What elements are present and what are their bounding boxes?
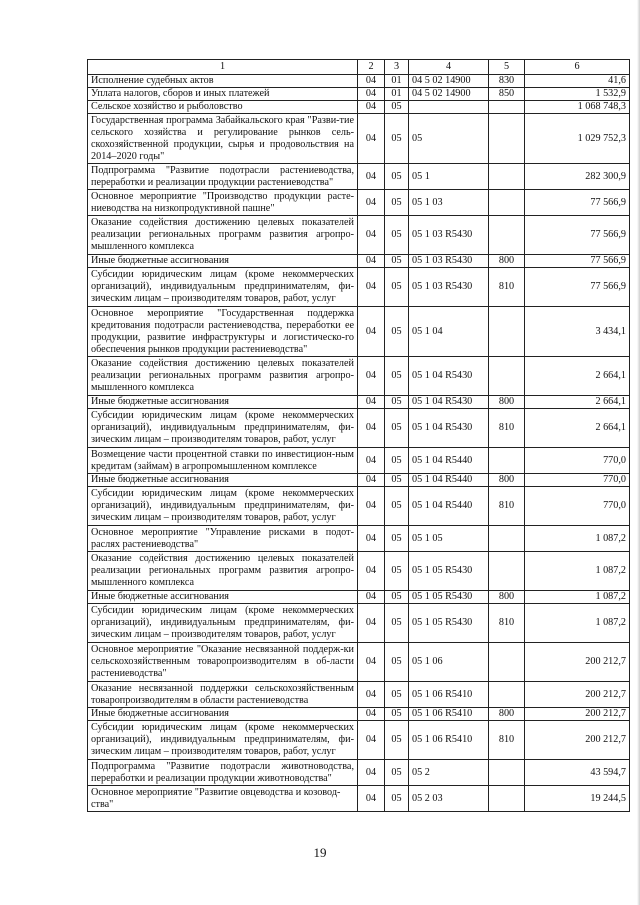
row-amount-cell: 41,6 <box>525 75 630 88</box>
row-section-cell: 04 <box>358 591 385 604</box>
row-expense-type-cell: 810 <box>489 409 525 448</box>
row-amount-cell: 77 566,9 <box>525 255 630 268</box>
row-amount-cell: 1 087,2 <box>525 552 630 591</box>
row-name-cell: Уплата налогов, сборов и иных платежей <box>88 88 358 101</box>
row-target-article-cell: 05 1 06 <box>409 643 489 682</box>
row-subsection-cell: 05 <box>385 268 409 307</box>
table-row <box>88 721 630 760</box>
table-row <box>88 760 630 786</box>
table-row <box>88 164 630 190</box>
row-amount-cell: 200 212,7 <box>525 721 630 760</box>
row-expense-type-cell: 810 <box>489 721 525 760</box>
row-name-cell: Субсидии юридическим лицам (кроме некоммерческих организаций), индивидуальным предпринимателям, фи-зическим лицам – производителям товаров, работ, услуг <box>88 268 358 307</box>
row-target-article-cell: 05 1 05 <box>409 526 489 552</box>
table-row <box>88 396 630 409</box>
row-amount-cell: 43 594,7 <box>525 760 630 786</box>
table-row <box>88 255 630 268</box>
row-section-cell: 04 <box>358 760 385 786</box>
row-section-cell: 04 <box>358 409 385 448</box>
row-subsection-cell: 05 <box>385 591 409 604</box>
row-name-cell: Субсидии юридическим лицам (кроме некоммерческих организаций), индивидуальным предпринимателям, фи-зическим лицам – производителям товаров, работ, услуг <box>88 409 358 448</box>
row-target-article-cell <box>409 101 489 114</box>
row-expense-type-cell <box>489 101 525 114</box>
row-name-cell: Субсидии юридическим лицам (кроме некоммерческих организаций), индивидуальным предпринимателям, фи-зическим лицам – производителям товаров, работ, услуг <box>88 487 358 526</box>
row-name-cell: Оказание содействия достижению целевых показателей реализации региональных программ развития агропро-мышленного комплекса <box>88 552 358 591</box>
header-cell-3: 3 <box>385 60 409 75</box>
row-section-cell: 04 <box>358 190 385 216</box>
row-amount-cell: 77 566,9 <box>525 268 630 307</box>
row-amount-cell: 1 532,9 <box>525 88 630 101</box>
row-expense-type-cell: 810 <box>489 604 525 643</box>
row-target-article-cell: 05 2 <box>409 760 489 786</box>
row-target-article-cell: 05 1 05 R5430 <box>409 604 489 643</box>
row-section-cell: 04 <box>358 786 385 812</box>
table-row <box>88 708 630 721</box>
row-expense-type-cell: 810 <box>489 487 525 526</box>
row-target-article-cell: 04 5 02 14900 <box>409 88 489 101</box>
row-expense-type-cell: 850 <box>489 88 525 101</box>
row-subsection-cell: 05 <box>385 448 409 474</box>
row-name-cell: Иные бюджетные ассигнования <box>88 396 358 409</box>
row-expense-type-cell <box>489 526 525 552</box>
row-amount-cell: 1 029 752,3 <box>525 114 630 164</box>
row-name-cell: Иные бюджетные ассигнования <box>88 255 358 268</box>
row-amount-cell: 770,0 <box>525 474 630 487</box>
row-name-cell: Основное мероприятие "Производство продукции расте-ниеводства на низкопродуктивной пашне" <box>88 190 358 216</box>
table-row <box>88 682 630 708</box>
row-subsection-cell: 05 <box>385 357 409 396</box>
row-section-cell: 04 <box>358 357 385 396</box>
row-target-article-cell: 05 1 06 R5410 <box>409 708 489 721</box>
row-target-article-cell: 05 1 06 R5410 <box>409 682 489 708</box>
row-amount-cell: 1 087,2 <box>525 604 630 643</box>
row-expense-type-cell: 800 <box>489 474 525 487</box>
row-target-article-cell: 05 1 03 <box>409 190 489 216</box>
row-name-cell: Сельское хозяйство и рыболовство <box>88 101 358 114</box>
table-row <box>88 216 630 255</box>
row-target-article-cell: 05 1 04 R5430 <box>409 396 489 409</box>
row-amount-cell: 3 434,1 <box>525 307 630 357</box>
page-number: 19 <box>313 845 327 860</box>
table-row <box>88 88 630 101</box>
row-section-cell: 04 <box>358 164 385 190</box>
budget-table <box>87 59 630 812</box>
row-subsection-cell: 05 <box>385 255 409 268</box>
row-target-article-cell: 05 1 04 R5440 <box>409 487 489 526</box>
row-name-cell: Иные бюджетные ассигнования <box>88 474 358 487</box>
row-name-cell: Подпрограмма "Развитие подотрасли животноводства, переработки и реализации продукции животноводства" <box>88 760 358 786</box>
row-section-cell: 04 <box>358 487 385 526</box>
row-subsection-cell: 05 <box>385 216 409 255</box>
row-section-cell: 04 <box>358 552 385 591</box>
header-cell-6: 6 <box>525 60 630 75</box>
row-expense-type-cell: 810 <box>489 268 525 307</box>
row-expense-type-cell <box>489 114 525 164</box>
row-amount-cell: 1 087,2 <box>525 526 630 552</box>
row-section-cell: 04 <box>358 708 385 721</box>
table-row <box>88 268 630 307</box>
row-target-article-cell: 05 1 06 R5410 <box>409 721 489 760</box>
header-cell-5: 5 <box>489 60 525 75</box>
row-expense-type-cell: 800 <box>489 591 525 604</box>
row-expense-type-cell <box>489 448 525 474</box>
row-section-cell: 04 <box>358 114 385 164</box>
row-target-article-cell: 05 1 04 <box>409 307 489 357</box>
row-section-cell: 04 <box>358 448 385 474</box>
row-subsection-cell: 05 <box>385 101 409 114</box>
row-name-cell: Государственная программа Забайкальского края "Разви-тие сельского хозяйства и регулирование рынков сель-скохозяйственной продукции, сырья и продовольствия на 2014–2020 годы" <box>88 114 358 164</box>
row-subsection-cell: 05 <box>385 708 409 721</box>
row-name-cell: Основное мероприятие "Государственная поддержка кредитования подотрасли растениеводства, переработки ее продукции, развитие инфраструктуры и логистическо-го обеспечения рынков продукции растениеводства" <box>88 307 358 357</box>
row-target-article-cell: 05 1 03 R5430 <box>409 216 489 255</box>
row-subsection-cell: 05 <box>385 721 409 760</box>
table-row <box>88 101 630 114</box>
row-expense-type-cell <box>489 643 525 682</box>
table-row <box>88 487 630 526</box>
table-row <box>88 474 630 487</box>
row-subsection-cell: 05 <box>385 396 409 409</box>
row-target-article-cell: 04 5 02 14900 <box>409 75 489 88</box>
row-subsection-cell: 05 <box>385 786 409 812</box>
row-expense-type-cell <box>489 190 525 216</box>
row-target-article-cell: 05 1 04 R5440 <box>409 474 489 487</box>
row-subsection-cell: 05 <box>385 409 409 448</box>
row-name-cell: Возмещение части процентной ставки по инвестицион-ным кредитам (займам) в агропромышленном комплексе <box>88 448 358 474</box>
row-subsection-cell: 01 <box>385 75 409 88</box>
table-row <box>88 786 630 812</box>
row-target-article-cell: 05 1 <box>409 164 489 190</box>
row-expense-type-cell: 830 <box>489 75 525 88</box>
table-row <box>88 409 630 448</box>
row-expense-type-cell: 800 <box>489 255 525 268</box>
row-name-cell: Исполнение судебных актов <box>88 75 358 88</box>
row-name-cell: Основное мероприятие "Оказание несвязанной поддерж-ки сельскохозяйственным товаропроизводителям в об-ласти растениеводства" <box>88 643 358 682</box>
row-subsection-cell: 05 <box>385 114 409 164</box>
row-section-cell: 04 <box>358 721 385 760</box>
row-target-article-cell: 05 <box>409 114 489 164</box>
row-expense-type-cell <box>489 307 525 357</box>
row-expense-type-cell <box>489 164 525 190</box>
row-target-article-cell: 05 1 04 R5440 <box>409 448 489 474</box>
row-section-cell: 04 <box>358 307 385 357</box>
row-name-cell: Подпрограмма "Развитие подотрасли растениеводства, переработки и реализации продукции растениеводства" <box>88 164 358 190</box>
row-name-cell: Основное мероприятие "Управление рисками в подот-раслях растениеводства" <box>88 526 358 552</box>
row-amount-cell: 19 244,5 <box>525 786 630 812</box>
row-section-cell: 04 <box>358 526 385 552</box>
row-subsection-cell: 05 <box>385 604 409 643</box>
row-section-cell: 04 <box>358 255 385 268</box>
row-subsection-cell: 05 <box>385 487 409 526</box>
row-name-cell: Иные бюджетные ассигнования <box>88 708 358 721</box>
row-amount-cell: 200 212,7 <box>525 643 630 682</box>
table-row <box>88 114 630 164</box>
row-amount-cell: 2 664,1 <box>525 357 630 396</box>
row-amount-cell: 1 068 748,3 <box>525 101 630 114</box>
table-row <box>88 190 630 216</box>
row-subsection-cell: 05 <box>385 682 409 708</box>
table-row <box>88 526 630 552</box>
row-expense-type-cell <box>489 216 525 255</box>
row-expense-type-cell <box>489 552 525 591</box>
row-amount-cell: 770,0 <box>525 487 630 526</box>
row-section-cell: 04 <box>358 682 385 708</box>
header-cell-4: 4 <box>409 60 489 75</box>
row-name-cell: Оказание содействия достижению целевых показателей реализации региональных программ развития агропро-мышленного комплекса <box>88 357 358 396</box>
row-target-article-cell: 05 2 03 <box>409 786 489 812</box>
row-expense-type-cell <box>489 682 525 708</box>
row-target-article-cell: 05 1 04 R5430 <box>409 357 489 396</box>
row-name-cell: Субсидии юридическим лицам (кроме некоммерческих организаций), индивидуальным предпринимателям, фи-зическим лицам – производителям товаров, работ, услуг <box>88 604 358 643</box>
table-row <box>88 75 630 88</box>
row-amount-cell: 200 212,7 <box>525 708 630 721</box>
header-row <box>88 60 630 75</box>
row-expense-type-cell: 800 <box>489 708 525 721</box>
row-subsection-cell: 05 <box>385 164 409 190</box>
row-subsection-cell: 05 <box>385 643 409 682</box>
row-subsection-cell: 05 <box>385 307 409 357</box>
table-row <box>88 357 630 396</box>
row-expense-type-cell: 800 <box>489 396 525 409</box>
row-amount-cell: 2 664,1 <box>525 409 630 448</box>
row-section-cell: 04 <box>358 216 385 255</box>
row-amount-cell: 770,0 <box>525 448 630 474</box>
table-body <box>88 60 630 812</box>
row-section-cell: 04 <box>358 604 385 643</box>
row-subsection-cell: 01 <box>385 88 409 101</box>
row-subsection-cell: 05 <box>385 526 409 552</box>
header-cell-2: 2 <box>358 60 385 75</box>
row-section-cell: 04 <box>358 75 385 88</box>
row-section-cell: 04 <box>358 474 385 487</box>
row-amount-cell: 200 212,7 <box>525 682 630 708</box>
row-section-cell: 04 <box>358 396 385 409</box>
row-target-article-cell: 05 1 05 R5430 <box>409 591 489 604</box>
row-target-article-cell: 05 1 04 R5430 <box>409 409 489 448</box>
row-subsection-cell: 05 <box>385 760 409 786</box>
row-target-article-cell: 05 1 03 R5430 <box>409 255 489 268</box>
row-name-cell: Иные бюджетные ассигнования <box>88 591 358 604</box>
row-expense-type-cell <box>489 786 525 812</box>
row-target-article-cell: 05 1 03 R5430 <box>409 268 489 307</box>
row-name-cell: Оказание несвязанной поддержки сельскохозяйственным товаропроизводителям в области растениеводства <box>88 682 358 708</box>
row-expense-type-cell <box>489 760 525 786</box>
table-row <box>88 448 630 474</box>
row-section-cell: 04 <box>358 101 385 114</box>
row-amount-cell: 77 566,9 <box>525 190 630 216</box>
row-amount-cell: 2 664,1 <box>525 396 630 409</box>
table-row <box>88 307 630 357</box>
row-section-cell: 04 <box>358 643 385 682</box>
table-row <box>88 604 630 643</box>
row-section-cell: 04 <box>358 268 385 307</box>
row-subsection-cell: 05 <box>385 190 409 216</box>
row-subsection-cell: 05 <box>385 552 409 591</box>
header-cell-1: 1 <box>88 60 358 75</box>
row-section-cell: 04 <box>358 88 385 101</box>
row-subsection-cell: 05 <box>385 474 409 487</box>
row-target-article-cell: 05 1 05 R5430 <box>409 552 489 591</box>
table-row <box>88 552 630 591</box>
row-expense-type-cell <box>489 357 525 396</box>
row-name-cell: Основное мероприятие "Развитие овцеводства и козовод-ства" <box>88 786 358 812</box>
table-row <box>88 643 630 682</box>
row-name-cell: Оказание содействия достижению целевых показателей реализации региональных программ развития агропро-мышленного комплекса <box>88 216 358 255</box>
row-amount-cell: 77 566,9 <box>525 216 630 255</box>
row-amount-cell: 282 300,9 <box>525 164 630 190</box>
row-name-cell: Субсидии юридическим лицам (кроме некоммерческих организаций), индивидуальным предпринимателям, фи-зическим лицам – производителям товаров, работ, услуг <box>88 721 358 760</box>
table-row <box>88 591 630 604</box>
row-amount-cell: 1 087,2 <box>525 591 630 604</box>
